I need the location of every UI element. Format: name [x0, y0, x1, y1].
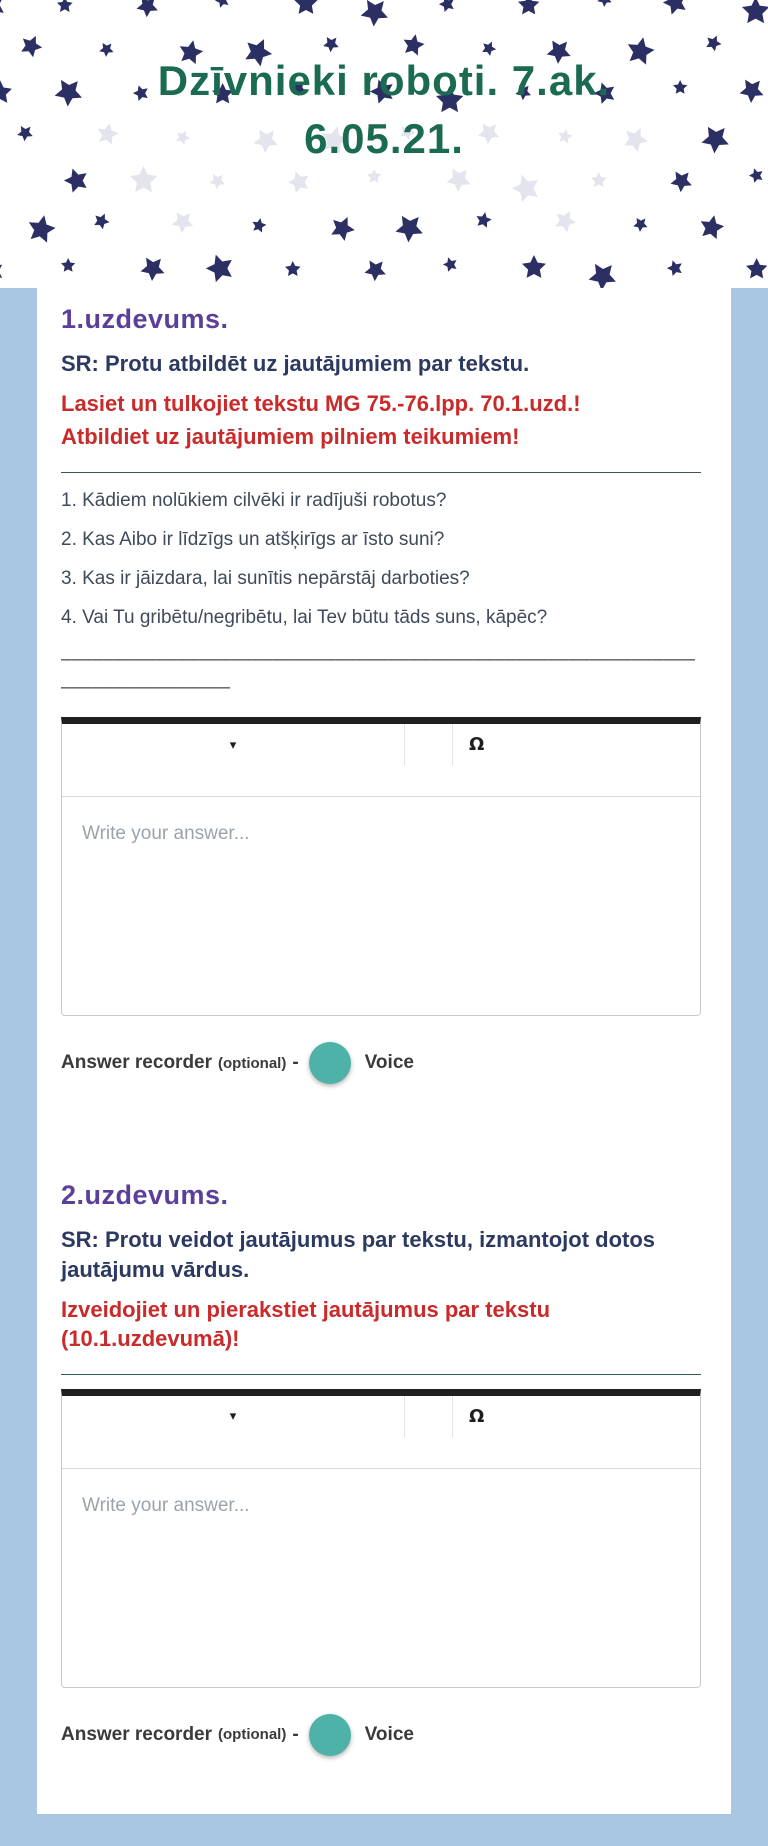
special-characters-button[interactable]	[453, 724, 484, 765]
format-dropdown[interactable]	[62, 724, 404, 765]
task-2-learning-goal: SR: Protu veidot jautājumus par tekstu, izmantojot dotos jautājumu vārdus.	[61, 1227, 656, 1282]
task-1-instruction-1: Lasiet un tulkojiet tekstu MG 75.-76.lpp. 70.1.uzd.!	[61, 390, 581, 416]
editor-toolbar-row	[62, 724, 700, 765]
answer-line-dashes: ––––––––––––––––––––––––––––––––––––––––––––––––––––––––––––––––––––––––––––	[61, 649, 696, 698]
divider	[61, 1374, 701, 1375]
omega-icon: Ω	[469, 734, 485, 756]
voice-record-button[interactable]	[309, 1714, 351, 1756]
worksheet-title-line2: 6.05.21.	[304, 114, 464, 162]
question-item-2: 2. Kas Aibo ir līdzīgs un atšķirīgs ar īsto suni?	[61, 529, 445, 551]
editor-toolbar	[62, 724, 700, 797]
worksheet-card	[37, 288, 731, 1814]
recorder-dash: -	[292, 1052, 299, 1074]
task-1	[61, 304, 701, 1084]
task-2-heading: 2.uzdevums.	[61, 1180, 229, 1211]
toolbar-slot	[405, 1396, 452, 1437]
format-dropdown[interactable]	[62, 1396, 404, 1437]
voice-label: Voice	[364, 1052, 414, 1074]
question-item-1: 1. Kādiem nolūkiem cilvēki ir radījuši robotus?	[61, 490, 447, 512]
recorder-optional-label: (optional)	[218, 1054, 287, 1072]
answer-editor-1	[61, 717, 701, 1016]
task-1-learning-goal: SR: Protu atbildēt uz jautājumiem par tekstu.	[61, 351, 530, 376]
answer-input-1[interactable]	[62, 797, 700, 1015]
toolbar-slot	[405, 724, 452, 765]
editor-toolbar-row	[62, 1396, 700, 1437]
worksheet-header	[0, 0, 768, 288]
divider	[61, 472, 701, 473]
worksheet-title	[0, 0, 768, 168]
special-characters-button[interactable]	[453, 1396, 484, 1437]
task-2-instruction-1: Izveidojiet un pierakstiet jautājumus par tekstu (10.1.uzdevumā)!	[61, 1296, 551, 1352]
voice-record-button[interactable]	[309, 1042, 351, 1084]
worksheet-title-line1: Dzīvnieki roboti. 7.ak.	[157, 57, 611, 104]
answer-recorder-1	[61, 1042, 701, 1084]
chevron-down-icon: ▾	[229, 1408, 237, 1424]
omega-icon: Ω	[469, 1405, 485, 1427]
task-1-instruction-2: Atbildiet uz jautājumiem pilniem teikumiem!	[61, 424, 520, 450]
question-item-3: 3. Kas ir jāizdara, lai sunītis nepārstāj darboties?	[61, 568, 470, 590]
question-item-4: 4. Vai Tu gribētu/negribētu, lai Tev būtu tāds suns, kāpēc?	[61, 607, 548, 629]
answer-editor-2	[61, 1389, 701, 1688]
answer-input-2[interactable]	[62, 1469, 700, 1687]
recorder-label: Answer recorder	[61, 1723, 213, 1745]
answer-recorder-2	[61, 1714, 701, 1756]
task-1-heading: 1.uzdevums.	[61, 304, 229, 334]
chevron-down-icon: ▾	[229, 736, 237, 752]
voice-label: Voice	[364, 1723, 414, 1745]
task-2	[61, 1180, 701, 1756]
recorder-dash: -	[292, 1723, 299, 1745]
recorder-optional-label: (optional)	[218, 1726, 287, 1744]
recorder-label: Answer recorder	[61, 1052, 213, 1074]
editor-toolbar	[62, 1396, 700, 1469]
